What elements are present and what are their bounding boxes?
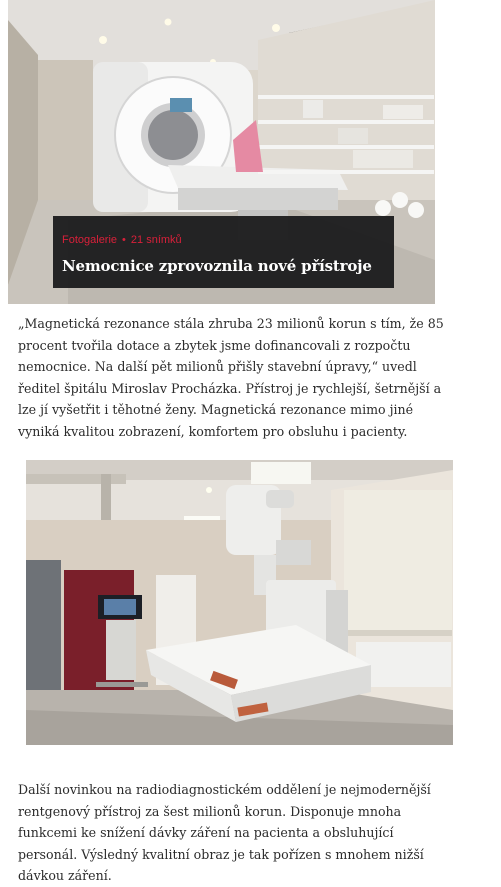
gallery-category-label: Fotogalerie: [62, 234, 118, 246]
gallery-meta: [62, 233, 384, 247]
gallery-caption[interactable]: [53, 216, 394, 288]
article-paragraph-1: „Magnetická rezonance stála zhruba 23 milionů korun s tím, že 85 procent tvořila dotace a zbytek jsme dofinancovali z rozpočtu nemocnice. Na další pět milionů přišly stavební úpravy,“ uvedl ředitel špitálu Miroslav Procházka. Přístroj je rychlejší, šetrnější a lze jí vyšetřit i těhotné ženy. Magnetická rezonance mimo jiné vyniká kvalitou zobrazení, komfortem pro obsluhu i pacienty.: [18, 316, 444, 439]
x-ray-machine-photo: [26, 460, 453, 745]
meta-separator: •: [122, 234, 126, 246]
gallery-photo-count: 21 snímků: [130, 234, 182, 246]
article-photo-xray: [26, 460, 453, 745]
article-paragraph-2: Další novinkou na radiodiagnostickém oddělení je nejmodernější rentgenový přístroj za šest milionů korun. Disponuje mnoha funkcemi ke snížení dávky záření na pacienta a obsluhující personál. Výsledný kvalitní obraz je tak pořízen s mnohem nižší dávkou záření.: [18, 782, 431, 884]
gallery-title[interactable]: Nemocnice zprovoznila nové přístroje: [62, 257, 372, 275]
photo-gallery-link[interactable]: [8, 0, 435, 304]
